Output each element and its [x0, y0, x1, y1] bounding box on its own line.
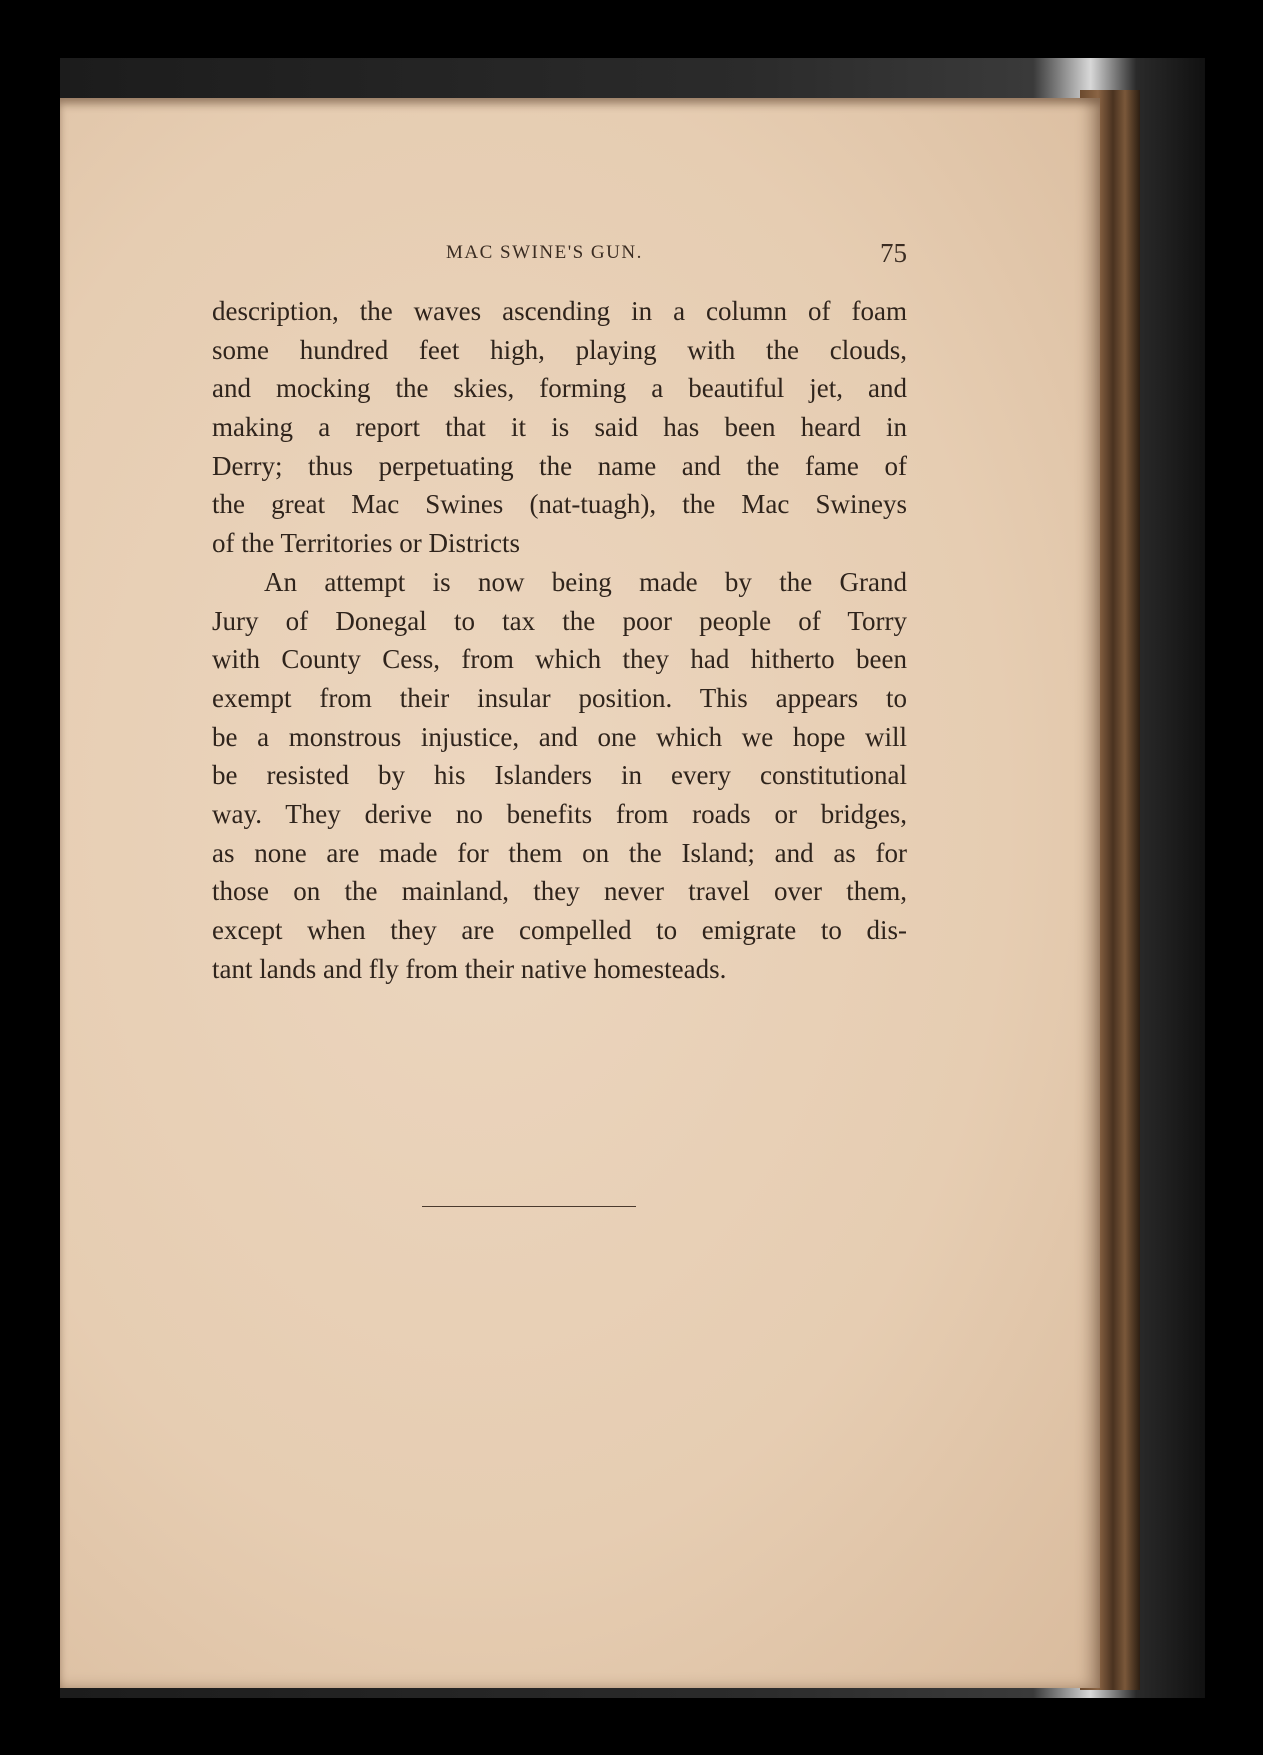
text-line: some hundred feet high, playing with the clouds, [212, 334, 907, 365]
text-line: with County Cess, from which they had hitherto been [212, 644, 907, 675]
text-line: exempt from their insular position. This appears to [212, 682, 907, 713]
text-line: be a monstrous injustice, and one which we hope will [212, 721, 907, 752]
page-number: 75 [880, 238, 907, 268]
text-line: way. They derive no benefits from roads or bridges, [212, 798, 907, 829]
page-header [212, 238, 907, 278]
text-line: Derry; thus perpetuating the name and the fame of [212, 450, 907, 481]
text-line: Jury of Donegal to tax the poor people of Torry [212, 605, 907, 636]
text-line: of the Territories or Districts [212, 528, 521, 559]
text-line: An attempt is now being made by the Grand [264, 566, 907, 597]
text-line: and mocking the skies, forming a beautiful jet, and [212, 373, 907, 404]
body-text [212, 292, 907, 988]
text-line: except when they are compelled to emigrate to dis- [212, 915, 907, 945]
text-line: tant lands and fly from their native homesteads. [212, 953, 727, 984]
paragraph [212, 292, 907, 563]
paragraph [212, 563, 907, 989]
text-line: as none are made for them on the Island; and as for [212, 837, 907, 868]
text-line: the great Mac Swines (nat-tuagh), the Mac Swineys [212, 489, 907, 520]
text-line: description, the waves ascending in a column of foam [212, 296, 907, 326]
section-divider-rule [422, 1206, 636, 1207]
text-line: those on the mainland, they never travel over them, [212, 876, 907, 907]
text-line: making a report that it is said has been heard in [212, 412, 907, 443]
text-line: be resisted by his Islanders in every constitutional [212, 760, 907, 791]
running-head: MAC SWINE'S GUN. [446, 242, 643, 263]
